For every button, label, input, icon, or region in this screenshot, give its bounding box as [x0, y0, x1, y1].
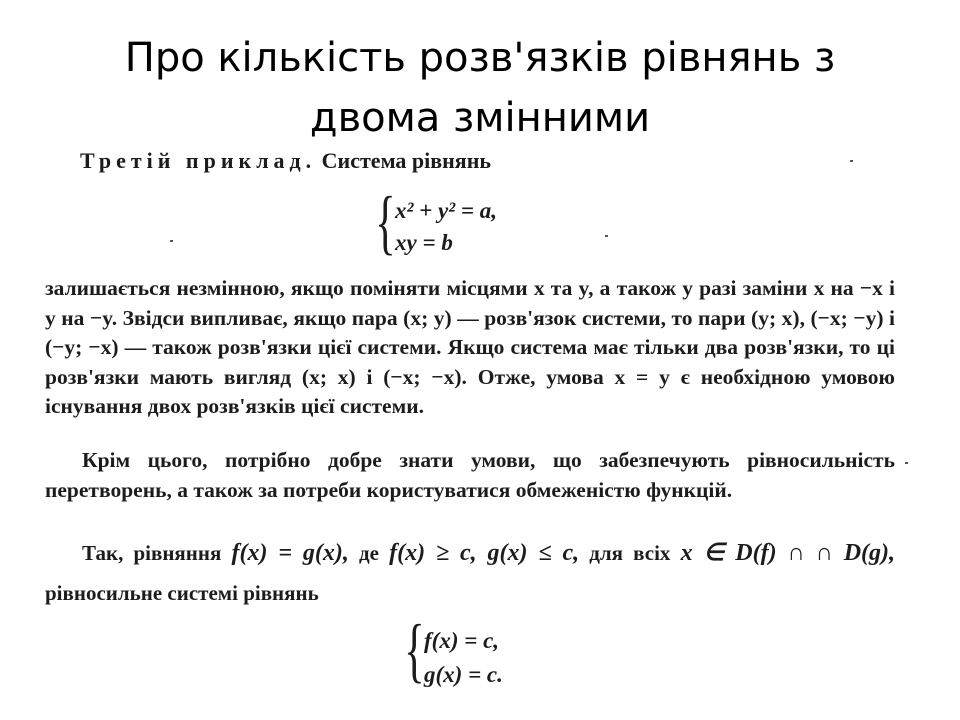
slide-title	[0, 28, 960, 148]
paragraph-symmetry: залишається незмінною, якщо поміняти місцями x та y, а також у разі заміни x на −x і y на −y. Звідси випливає, якщо пара (x; y) — розв'язок системи, то пари (y; x), (−x; −y) і (−y; −x) — також розв'язки цієї системи. Якщо система має тільки два розв'язки, то ці розв'язки мають вигляд (x; x) і (−x; −x). Отже, умова x = y є необхідною умовою існування двох розв'язків цієї системи.	[45, 276, 895, 418]
p3-text-3: для всіх	[589, 541, 681, 565]
equation-system-1	[375, 182, 575, 262]
scan-speck	[850, 160, 853, 162]
example-heading	[80, 148, 491, 174]
scan-speck	[605, 235, 608, 237]
paragraph-equivalence: Крім цього, потрібно добре знати умови, що забезпечують рівносильність перетворень, а також за потреби користуватися обмеженістю функцій.	[45, 448, 895, 502]
equation-system-2	[404, 610, 604, 696]
system-1-equation-1: x² + y² = a,	[395, 198, 497, 223]
scanned-textbook-page	[0, 140, 960, 720]
p3-math-equation: f(x) = g(x),	[231, 540, 349, 566]
example-intro-text: Система рівнянь	[321, 148, 492, 173]
left-brace-icon: {	[375, 182, 396, 262]
scan-speck	[905, 462, 908, 464]
system-2-equation-2: g(x) = c.	[424, 662, 503, 687]
example-label: Третій приклад.	[80, 148, 317, 173]
slide-title-line-1: Про кількість розв'язків рівнянь з	[124, 35, 836, 81]
p3-math-bounds: f(x) ≥ c, g(x) ≤ c,	[389, 540, 580, 566]
paragraph-equation-condition	[45, 533, 895, 613]
p3-text-4: рівносильне системі рівнянь	[45, 581, 319, 605]
system-2-equation-1: f(x) = c,	[424, 628, 500, 653]
p3-text-1: Так, рівняння	[82, 541, 232, 565]
scan-speck	[170, 240, 173, 242]
slide-title-line-2: двома змінними	[309, 95, 651, 141]
left-brace-icon: {	[404, 610, 425, 690]
system-1-equation-2: xy = b	[395, 230, 453, 255]
p3-text-2: де	[359, 541, 390, 565]
p3-math-domain: x ∈ D(f) ∩ ∩ D(g),	[680, 540, 896, 566]
